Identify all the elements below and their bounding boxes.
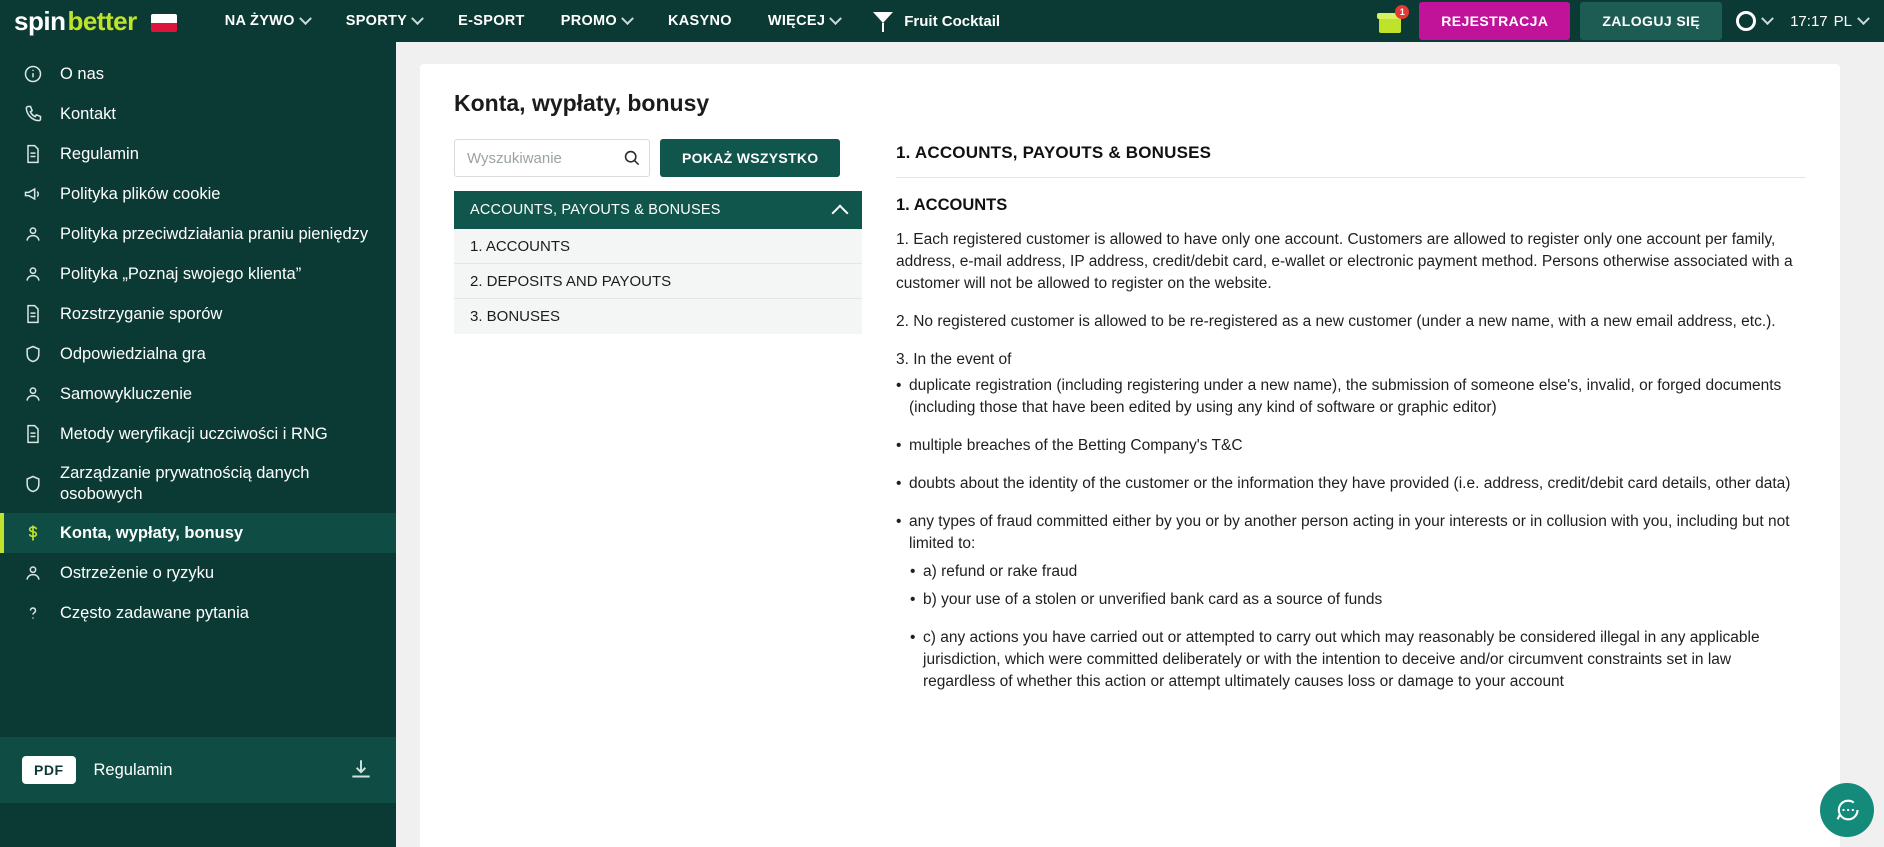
sidebar-item-label: Konta, wypłaty, bonusy xyxy=(60,523,244,542)
pdf-download-bar[interactable] xyxy=(0,737,396,803)
main-nav xyxy=(207,0,1014,42)
nav-item-live[interactable] xyxy=(207,0,328,42)
shield-icon xyxy=(22,473,44,495)
sidebar-item-label: Metody weryfikacji uczciwości i RNG xyxy=(60,424,328,443)
chevron-down-icon xyxy=(299,12,312,25)
document-heading: 1. ACCOUNTS, PAYOUTS & BONUSES xyxy=(896,143,1212,162)
chevron-up-icon xyxy=(832,204,849,221)
sidebar-item-fairness-rng[interactable] xyxy=(0,414,396,454)
accordion-header-label: ACCOUNTS, PAYOUTS & BONUSES xyxy=(470,202,721,218)
nav-item-casino[interactable] xyxy=(650,0,750,42)
search-icon[interactable] xyxy=(622,148,641,167)
chevron-down-icon xyxy=(829,12,842,25)
nav-item-promo[interactable] xyxy=(543,0,650,42)
accordion-item-label: 3. BONUSES xyxy=(470,308,561,325)
sidebar-item-faq[interactable] xyxy=(0,593,396,633)
sidebar-item-terms[interactable] xyxy=(0,134,396,174)
promo-label: Fruit Cocktail xyxy=(904,12,1001,30)
sidebar-item-label: O nas xyxy=(60,64,105,83)
sidebar-item-label: Często zadawane pytania xyxy=(60,603,249,622)
document-icon xyxy=(22,143,44,165)
settings-menu[interactable] xyxy=(1736,11,1772,31)
person-icon xyxy=(22,562,44,584)
chevron-down-icon xyxy=(1761,12,1774,25)
sidebar-list xyxy=(0,54,396,776)
left-column xyxy=(454,139,862,709)
nav-item-label: E-SPORT xyxy=(458,13,525,29)
document-bullet-4a: • a) refund or rake fraud xyxy=(910,561,1806,583)
sidebar-item-label: Polityka „Poznaj swojego klienta” xyxy=(60,264,302,283)
sidebar-item-label: Zarządzanie prywatnością danych osobowych xyxy=(60,464,310,503)
search-input[interactable] xyxy=(454,139,650,177)
nav-item-more[interactable] xyxy=(750,0,858,42)
sidebar-item-contact[interactable] xyxy=(0,94,396,134)
top-right-actions xyxy=(1377,0,1884,42)
gift-badge-count: 1 xyxy=(1395,5,1409,19)
accordion-item-bonuses[interactable] xyxy=(454,299,862,334)
sidebar-item-cookie-policy[interactable] xyxy=(0,174,396,214)
gift-icon[interactable] xyxy=(1377,7,1405,35)
accordion-header-accounts-payouts-bonuses[interactable] xyxy=(454,191,862,229)
nav-item-label: KASYNO xyxy=(668,13,732,29)
accordion-item-label: 2. DEPOSITS AND PAYOUTS xyxy=(470,272,672,290)
main-content xyxy=(396,42,1884,847)
pdf-label: Regulamin xyxy=(93,760,173,779)
sidebar xyxy=(0,42,396,847)
nav-item-esport[interactable] xyxy=(440,0,543,42)
document-bullet-4c: • c) any actions you have carried out or attempted to carry out which may reasonably be considered illegal in any applicable jurisdiction, which were committed deliberately or with the intention to deceive and/or circumvent constraints set in law regardless of whether this action or attempt ultimately causes loss or damage to your account xyxy=(910,627,1806,693)
sidebar-item-responsible-gaming[interactable] xyxy=(0,334,396,374)
site-logo[interactable] xyxy=(14,6,137,37)
shield-icon xyxy=(22,343,44,365)
nav-item-label: NA ŻYWO xyxy=(224,13,295,29)
question-icon xyxy=(22,602,44,624)
sidebar-item-label: Samowykluczenie xyxy=(60,384,193,403)
phone-icon xyxy=(22,103,44,125)
document-bullet-1: • duplicate registration (including registering under a new name), the submission of someone else's, invalid, or forged documents (including those that have been edited by using any kind of software or graphic editor) xyxy=(896,375,1806,419)
register-button[interactable]: REJESTRACJA xyxy=(1419,2,1570,40)
poland-flag-icon xyxy=(151,14,177,32)
accordion-item-accounts[interactable] xyxy=(454,229,862,264)
accordion-item-deposits-and-payouts[interactable] xyxy=(454,264,862,299)
language-label: PL xyxy=(1833,12,1852,30)
megaphone-icon xyxy=(22,183,44,205)
cocktail-glass-icon xyxy=(872,10,894,32)
person-icon xyxy=(22,383,44,405)
person-icon xyxy=(22,223,44,245)
document-paragraph-3: 3. In the event of xyxy=(896,351,1012,368)
dollar-icon xyxy=(22,522,44,544)
language-selector[interactable] xyxy=(1834,13,1868,30)
document-paragraph-1: 1. Each registered customer is allowed to have only one account. Customers are allowed to register only one account per family, address, e-mail address, IP address, credit/debit card, e-wallet or electronic payment method. Persons otherwise associated with a customer will not be allowed to register on the website. xyxy=(896,231,1793,292)
pdf-badge: PDF xyxy=(22,756,76,784)
document-bullet-3: • doubts about the identity of the customer or the information they have provided (i.e. address, credit/debit card details, other data) xyxy=(896,473,1806,495)
search-wrapper xyxy=(454,139,650,177)
download-icon[interactable] xyxy=(348,757,374,783)
content-card xyxy=(420,64,1840,847)
chevron-down-icon xyxy=(621,12,634,25)
sidebar-item-aml-policy[interactable] xyxy=(0,214,396,254)
sidebar-item-label: Kontakt xyxy=(60,104,116,123)
logo-text-better: better xyxy=(67,5,137,36)
sidebar-item-risk-warning[interactable] xyxy=(0,553,396,593)
chevron-down-icon xyxy=(1857,12,1870,25)
page-title: Konta, wypłaty, bonusy xyxy=(454,90,710,116)
show-all-button[interactable]: POKAŻ WSZYSTKO xyxy=(660,139,840,177)
document-paragraph-2: 2. No registered customer is allowed to be re-registered as a new customer (under a new name, with a new email address, etc.). xyxy=(896,313,1776,330)
sidebar-item-label: Polityka plików cookie xyxy=(60,184,221,203)
login-button[interactable]: ZALOGUJ SIĘ xyxy=(1580,2,1722,40)
sidebar-item-label: Regulamin xyxy=(60,144,139,163)
sidebar-item-accounts-payouts-bonuses[interactable] xyxy=(0,513,396,553)
gear-icon xyxy=(1736,11,1756,31)
document-subheading: 1. ACCOUNTS xyxy=(896,196,1008,214)
nav-item-label: WIĘCEJ xyxy=(767,13,826,29)
sidebar-item-label: Rozstrzyganie sporów xyxy=(60,304,223,323)
divider xyxy=(896,177,1806,178)
document-icon xyxy=(22,423,44,445)
clock-time: 17:17 xyxy=(1790,12,1828,30)
logo-text-spin: spin xyxy=(14,5,66,36)
sidebar-item-label: Odpowiedzialna gra xyxy=(60,344,206,363)
search-row xyxy=(454,139,862,177)
nav-item-label: PROMO xyxy=(560,13,617,29)
nav-item-sports[interactable] xyxy=(328,0,440,42)
chat-icon[interactable] xyxy=(1820,783,1874,837)
top-navigation-bar xyxy=(0,0,1884,42)
sidebar-item-label: Ostrzeżenie o ryzyku xyxy=(60,563,215,582)
sidebar-item-dispute-resolution[interactable] xyxy=(0,294,396,334)
document-bullet-4: • any types of fraud committed either by you or by another person acting in your interests or in collusion with you, including but not limited to: xyxy=(896,511,1806,555)
sidebar-item-privacy-management[interactable] xyxy=(0,454,396,513)
info-icon xyxy=(22,63,44,85)
nav-item-label: SPORTY xyxy=(345,13,408,29)
accordion-item-label: 1. ACCOUNTS xyxy=(470,237,571,255)
sidebar-item-about[interactable] xyxy=(0,54,396,94)
document-bullet-2: • multiple breaches of the Betting Company's T&C xyxy=(896,435,1806,457)
sidebar-item-kyc-policy[interactable] xyxy=(0,254,396,294)
promo-fruit-cocktail[interactable] xyxy=(858,10,1014,32)
document-icon xyxy=(22,303,44,325)
chevron-down-icon xyxy=(411,12,424,25)
sidebar-item-label: Polityka przeciwdziałania praniu pieniędzy xyxy=(60,224,369,243)
sidebar-item-self-exclusion[interactable] xyxy=(0,374,396,414)
document-column xyxy=(896,139,1806,709)
document-bullet-4b: • b) your use of a stolen or unverified bank card as a source of funds xyxy=(910,589,1806,611)
person-icon xyxy=(22,263,44,285)
